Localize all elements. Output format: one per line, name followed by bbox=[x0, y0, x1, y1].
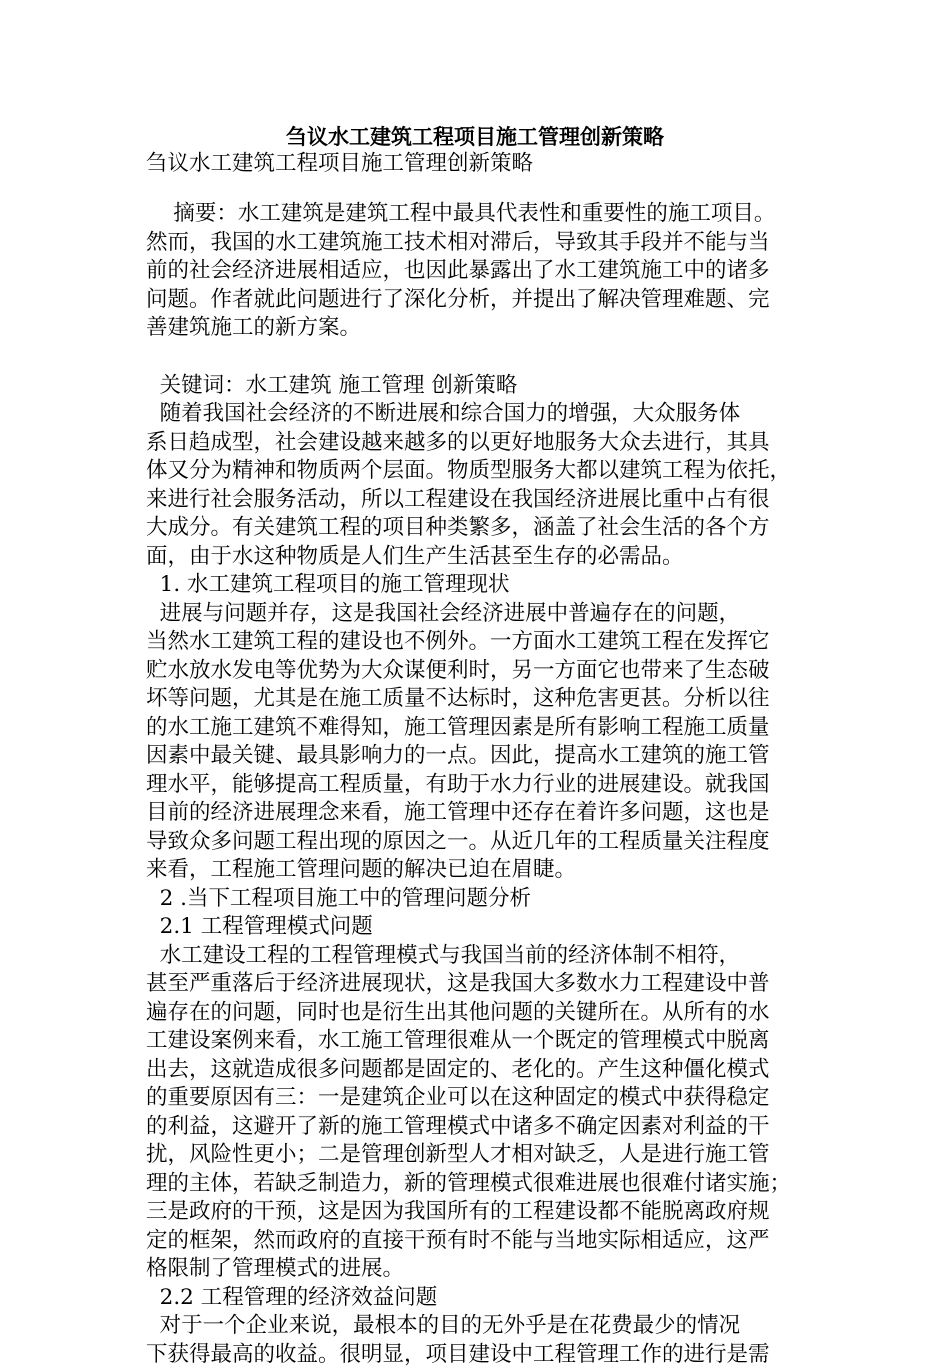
text-line: 然而，我国的水工建筑施工技术相对滞后，导致其手段并不能与当 bbox=[146, 229, 806, 258]
text-line: 的水工施工建筑不难得知，施工管理因素是所有影响工程施工质量 bbox=[146, 714, 806, 743]
document-title: 刍议水工建筑工程项目施工管理创新策略 bbox=[0, 123, 950, 151]
text-line: 工建设案例来看，水工施工管理很难从一个既定的管理模式中脱离 bbox=[146, 1027, 806, 1056]
text-line: 定的框架，然而政府的直接干预有时不能与当地实际相适应，这严 bbox=[146, 1227, 806, 1256]
abstract-paragraph bbox=[146, 200, 806, 343]
intro-paragraph bbox=[146, 400, 806, 571]
text-line: 来看，工程施工管理问题的解决已迫在眉睫。 bbox=[146, 856, 806, 885]
text-line: 理的主体，若缺乏制造力，新的管理模式很难进展也很难付诸实施； bbox=[146, 1170, 806, 1199]
text-line: 来进行社会服务活动，所以工程建设在我国经济进展比重中占有很 bbox=[146, 486, 806, 515]
text-line: 目前的经济进展理念来看，施工管理中还存在着许多问题，这也是 bbox=[146, 799, 806, 828]
text-line: 当然水工建筑工程的建设也不例外。一方面水工建筑工程在发挥它 bbox=[146, 628, 806, 657]
text-line: 系日趋成型，社会建设越来越多的以更好地服务大众去进行，其具 bbox=[146, 429, 806, 458]
text-line: 下获得最高的收益。很明显，项目建设中工程管理工作的进行是需 bbox=[146, 1341, 806, 1369]
text-line: 导致众多问题工程出现的原因之一。从近几年的工程质量关注程度 bbox=[146, 828, 806, 857]
section-1-paragraph bbox=[146, 600, 806, 885]
text-line: 体又分为精神和物质两个层面。物质型服务大都以建筑工程为依托， bbox=[146, 457, 806, 486]
text-line: 的利益，这避开了新的施工管理模式中诸多不确定因素对利益的干 bbox=[146, 1113, 806, 1142]
section-heading-2: 2 .当下工程项目施工中的管理问题分析 bbox=[146, 885, 806, 914]
section-2-2-paragraph bbox=[146, 1312, 806, 1369]
keywords-line: 关键词：水工建筑 施工管理 创新策略 bbox=[146, 372, 806, 401]
text-line: 的重要原因有三：一是建筑企业可以在这种固定的模式中获得稳定 bbox=[146, 1084, 806, 1113]
text-line: 三是政府的干预，这是因为我国所有的工程建设都不能脱离政府规 bbox=[146, 1198, 806, 1227]
text-line: 坏等问题，尤其是在施工质量不达标时，这种危害更甚。分析以往 bbox=[146, 685, 806, 714]
text-line: 水工建设工程的工程管理模式与我国当前的经济体制不相符， bbox=[146, 942, 806, 971]
text-line: 大成分。有关建筑工程的项目种类繁多，涵盖了社会生活的各个方 bbox=[146, 514, 806, 543]
text-line: 甚至严重落后于经济进展现状，这是我国大多数水力工程建设中普 bbox=[146, 970, 806, 999]
subsection-heading-2-1: 2.1 工程管理模式问题 bbox=[146, 913, 806, 942]
section-2-1-paragraph bbox=[146, 942, 806, 1284]
text-line: 进展与问题并存，这是我国社会经济进展中普遍存在的问题， bbox=[146, 600, 806, 629]
text-line: 遍存在的问题，同时也是衍生出其他问题的关键所在。从所有的水 bbox=[146, 999, 806, 1028]
document-subtitle: 刍议水工建筑工程项目施工管理创新策略 bbox=[146, 150, 533, 179]
document-body bbox=[146, 200, 806, 1369]
text-line: 贮水放水发电等优势为大众谋便利时，另一方面它也带来了生态破 bbox=[146, 657, 806, 686]
text-line: 面，由于水这种物质是人们生产生活甚至生存的必需品。 bbox=[146, 543, 806, 572]
text-line: 前的社会经济进展相适应，也因此暴露出了水工建筑施工中的诸多 bbox=[146, 257, 806, 286]
text-line: 理水平，能够提高工程质量，有助于水力行业的进展建设。就我国 bbox=[146, 771, 806, 800]
text-line: 问题。作者就此问题进行了深化分析，并提出了解决管理难题、完 bbox=[146, 286, 806, 315]
text-line: 随着我国社会经济的不断进展和综合国力的增强，大众服务体 bbox=[146, 400, 806, 429]
text-line: 摘要：水工建筑是建筑工程中最具代表性和重要性的施工项目。 bbox=[146, 200, 806, 229]
text-line: 因素中最关键、最具影响力的一点。因此，提高水工建筑的施工管 bbox=[146, 742, 806, 771]
section-heading-1: 1. 水工建筑工程项目的施工管理现状 bbox=[146, 571, 806, 600]
text-line: 善建筑施工的新方案。 bbox=[146, 314, 806, 343]
subsection-heading-2-2: 2.2 工程管理的经济效益问题 bbox=[146, 1284, 806, 1313]
text-line: 对于一个企业来说，最根本的目的无外乎是在花费最少的情况 bbox=[146, 1312, 806, 1341]
text-line: 扰，风险性更小；二是管理创新型人才相对缺乏，人是进行施工管 bbox=[146, 1141, 806, 1170]
text-line: 出去，这就造成很多问题都是固定的、老化的。产生这种僵化模式 bbox=[146, 1056, 806, 1085]
text-line: 格限制了管理模式的进展。 bbox=[146, 1255, 806, 1284]
